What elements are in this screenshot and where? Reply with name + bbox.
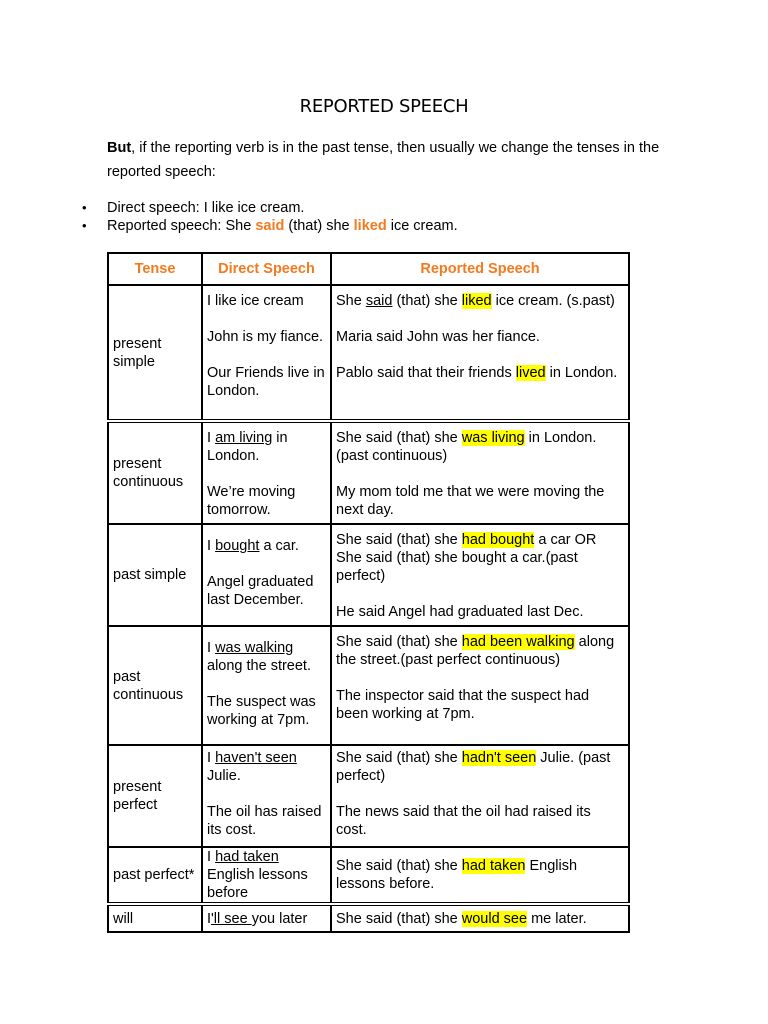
highlighted-text: had bought bbox=[461, 532, 535, 548]
reported-cell bbox=[331, 421, 629, 524]
text-segment: English lessons before. bbox=[336, 858, 578, 892]
direct-cell bbox=[202, 847, 331, 904]
tense-label: past perfect* bbox=[113, 867, 195, 883]
reported-line: The inspector said that the suspect had been working at 7pm. bbox=[336, 688, 590, 722]
direct-line bbox=[207, 848, 326, 902]
table-row bbox=[108, 421, 629, 524]
text-segment: I bbox=[207, 430, 216, 446]
reported-cell bbox=[331, 745, 629, 847]
text-segment: Pablo said that their friends bbox=[336, 365, 516, 381]
reported-line bbox=[336, 857, 624, 893]
text-segment: I bbox=[207, 910, 212, 927]
direct-line: John is my fiance. bbox=[207, 329, 324, 345]
bullet-reported-post: ice cream. bbox=[386, 218, 458, 234]
text-segment: Julie. bbox=[207, 768, 241, 784]
highlighted-text: was living bbox=[461, 430, 525, 446]
direct-line: We’re moving tomorrow. bbox=[207, 484, 296, 518]
direct-line: Our Friends live in London. bbox=[207, 365, 325, 399]
tense-table bbox=[107, 252, 630, 933]
tense-cell bbox=[108, 847, 202, 904]
table-row bbox=[108, 626, 629, 745]
direct-cell bbox=[202, 904, 331, 932]
text-segment: me later. bbox=[527, 910, 587, 927]
text-segment: She bbox=[336, 293, 366, 309]
highlighted-text: had been walking bbox=[461, 634, 575, 650]
direct-cell bbox=[202, 421, 331, 524]
header-reported: Reported Speech bbox=[331, 253, 629, 285]
reported-cell bbox=[331, 626, 629, 745]
direct-line bbox=[207, 639, 326, 675]
underlined-text: haven't seen bbox=[215, 750, 297, 766]
bullet-direct bbox=[82, 199, 458, 217]
direct-line: The oil has raised its cost. bbox=[207, 804, 322, 838]
reported-line: My mom told me that we were moving the next day. bbox=[336, 484, 605, 518]
tense-cell bbox=[108, 421, 202, 524]
reported-line bbox=[336, 364, 624, 382]
reported-line bbox=[336, 292, 624, 310]
underlined-text: was walking bbox=[215, 639, 294, 656]
tense-cell bbox=[108, 626, 202, 745]
reported-cell bbox=[331, 285, 629, 421]
bullet-reported-said: said bbox=[255, 218, 285, 234]
text-segment: a car. bbox=[259, 538, 299, 554]
direct-cell bbox=[202, 626, 331, 745]
text-segment: along the street. bbox=[207, 657, 311, 674]
direct-line: Angel graduated last December. bbox=[207, 574, 314, 608]
table-row bbox=[108, 524, 629, 626]
direct-line bbox=[207, 429, 326, 465]
tense-label: present perfect bbox=[113, 779, 162, 813]
text-segment: Julie. (past perfect) bbox=[336, 750, 611, 784]
text-segment: a car OR She said (that) she bought a car.(past perfect) bbox=[336, 532, 597, 584]
table-header-row bbox=[108, 253, 629, 285]
underlined-text: 'll see bbox=[211, 910, 252, 927]
tense-label: past continuous bbox=[113, 668, 184, 703]
text-segment: She said (that) she bbox=[336, 858, 462, 874]
intro-bold: But bbox=[107, 140, 132, 156]
text-segment: English lessons before bbox=[207, 867, 308, 901]
text-segment: She said (that) she bbox=[336, 634, 462, 650]
direct-line bbox=[207, 910, 326, 928]
underlined-text: am living bbox=[215, 430, 273, 446]
text-segment: you later bbox=[251, 910, 308, 927]
text-segment: I bbox=[207, 639, 216, 656]
bullet-reported-pre: Reported speech: She bbox=[107, 218, 256, 234]
tense-cell bbox=[108, 904, 202, 932]
highlighted-text: had taken bbox=[461, 858, 526, 874]
tense-label: will bbox=[113, 910, 134, 927]
tense-cell bbox=[108, 745, 202, 847]
intro-text: , if the reporting verb is in the past tense, then usually we change the tenses in the reported speech: bbox=[107, 140, 660, 180]
text-segment: along the street.(past perfect continuous) bbox=[336, 634, 615, 668]
intro-paragraph bbox=[107, 136, 667, 184]
text-segment: She said (that) she bbox=[336, 750, 462, 766]
underlined-text: had taken bbox=[215, 849, 279, 865]
reported-line bbox=[336, 429, 624, 465]
underlined-text: bought bbox=[215, 538, 260, 554]
tense-label: past simple bbox=[113, 567, 187, 583]
text-segment: She said (that) she bbox=[336, 532, 462, 548]
direct-line bbox=[207, 749, 326, 785]
text-segment: in London. bbox=[545, 365, 618, 381]
bullet-reported-mid: (that) she bbox=[284, 218, 354, 234]
text-segment: ice cream. (s.past) bbox=[491, 293, 615, 309]
reported-line bbox=[336, 531, 624, 585]
reported-line: He said Angel had graduated last Dec. bbox=[336, 604, 584, 620]
tense-cell bbox=[108, 285, 202, 421]
bullet-reported-liked: liked bbox=[353, 218, 387, 234]
table-row bbox=[108, 847, 629, 904]
tense-cell bbox=[108, 524, 202, 626]
reported-line bbox=[336, 749, 624, 785]
direct-line: I like ice cream bbox=[207, 293, 304, 309]
reported-cell bbox=[331, 904, 629, 932]
text-segment: She said (that) she bbox=[336, 430, 462, 446]
header-tense: Tense bbox=[108, 253, 202, 285]
highlighted-text: liked bbox=[461, 293, 492, 309]
reported-cell bbox=[331, 524, 629, 626]
underlined-text: said bbox=[365, 293, 393, 309]
bullet-reported bbox=[82, 217, 458, 235]
table-row bbox=[108, 745, 629, 847]
highlighted-text: hadn't seen bbox=[461, 750, 537, 766]
text-segment: (that) she bbox=[392, 293, 462, 309]
text-segment: I bbox=[207, 849, 216, 865]
table-row bbox=[108, 904, 629, 932]
highlighted-text: lived bbox=[515, 365, 546, 381]
text-segment: in London. bbox=[207, 430, 288, 464]
direct-cell bbox=[202, 524, 331, 626]
tense-label: present continuous bbox=[113, 456, 184, 490]
text-segment: I bbox=[207, 750, 216, 766]
example-bullets bbox=[82, 199, 458, 235]
direct-line: The suspect was working at 7pm. bbox=[207, 693, 316, 728]
reported-cell bbox=[331, 847, 629, 904]
tense-label: present simple bbox=[113, 335, 162, 370]
reported-line: The news said that the oil had raised its cost. bbox=[336, 804, 591, 838]
reported-line bbox=[336, 910, 624, 928]
text-segment: She said (that) she bbox=[336, 910, 462, 927]
table-row bbox=[108, 285, 629, 421]
direct-cell bbox=[202, 285, 331, 421]
reported-line: Maria said John was her fiance. bbox=[336, 329, 540, 345]
direct-cell bbox=[202, 745, 331, 847]
reported-line bbox=[336, 633, 624, 669]
highlighted-text: would see bbox=[461, 910, 528, 927]
direct-line bbox=[207, 537, 326, 555]
text-segment: in London. (past continuous) bbox=[336, 430, 597, 464]
text-segment: I bbox=[207, 538, 216, 554]
page-title: REPORTED SPEECH bbox=[299, 96, 469, 117]
bullet-direct-text: Direct speech: I like ice cream. bbox=[107, 200, 305, 216]
header-direct: Direct Speech bbox=[202, 253, 331, 285]
